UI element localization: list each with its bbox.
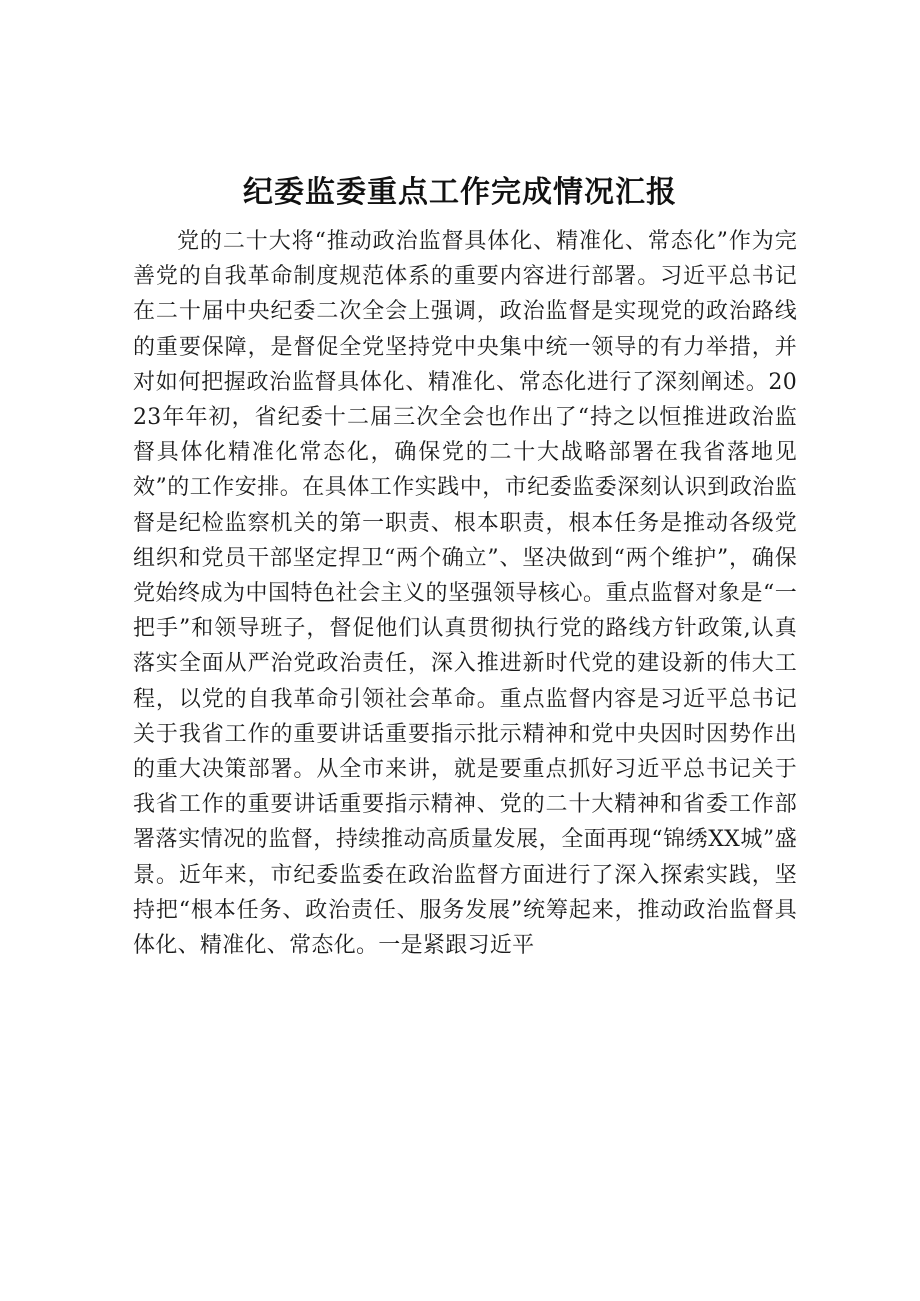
- body-paragraph: 党的二十大将“推动政治监督具体化、精准化、常态化”作为完善党的自我革命制度规范体系的重要内容进行部署。习近平总书记在二十届中央纪委二次全会上强调，政治监督是实现党的政治路线的重要保障，是督促全党坚持党中央集中统一领导的有力举措，并对如何把握政治监督具体化、精准化、常态化进行了深刻阐述。2023年年初，省纪委十二届三次全会也作出了“持之以恒推进政治监督具体化精准化常态化，确保党的二十大战略部署在我省落地见效”的工作安排。在具体工作实践中，市纪委监委深刻认识到政治监督是纪检监察机关的第一职责、根本职责，根本任务是推动各级党组织和党员干部坚定捍卫“两个确立”、坚决做到“两个维护”，确保党始终成为中国特色社会主义的坚强领导核心。重点监督对象是“一把手”和领导班子，督促他们认真贯彻执行党的路线方针政策,认真落实全面从严治党政治责任，深入推进新时代党的建设新的伟大工程，以党的自我革命引领社会革命。重点监督内容是习近平总书记关于我省工作的重要讲话重要指示批示精神和党中央因时因势作出的重大决策部署。从全市来讲，就是要重点抓好习近平总书记关于我省工作的重要讲话重要指示精神、党的二十大精神和省委工作部署落实情况的监督，持续推动高质量发展，全面再现“锦绣XX城”盛景。近年来，市纪委监委在政治监督方面进行了深入探索实践，坚持把“根本任务、政治责任、服务发展”统筹起来，推动政治监督具体化、精准化、常态化。一是紧跟习近平: [133, 229, 797, 959]
- document-title: 纪委监委重点工作完成情况汇报: [243, 175, 677, 210]
